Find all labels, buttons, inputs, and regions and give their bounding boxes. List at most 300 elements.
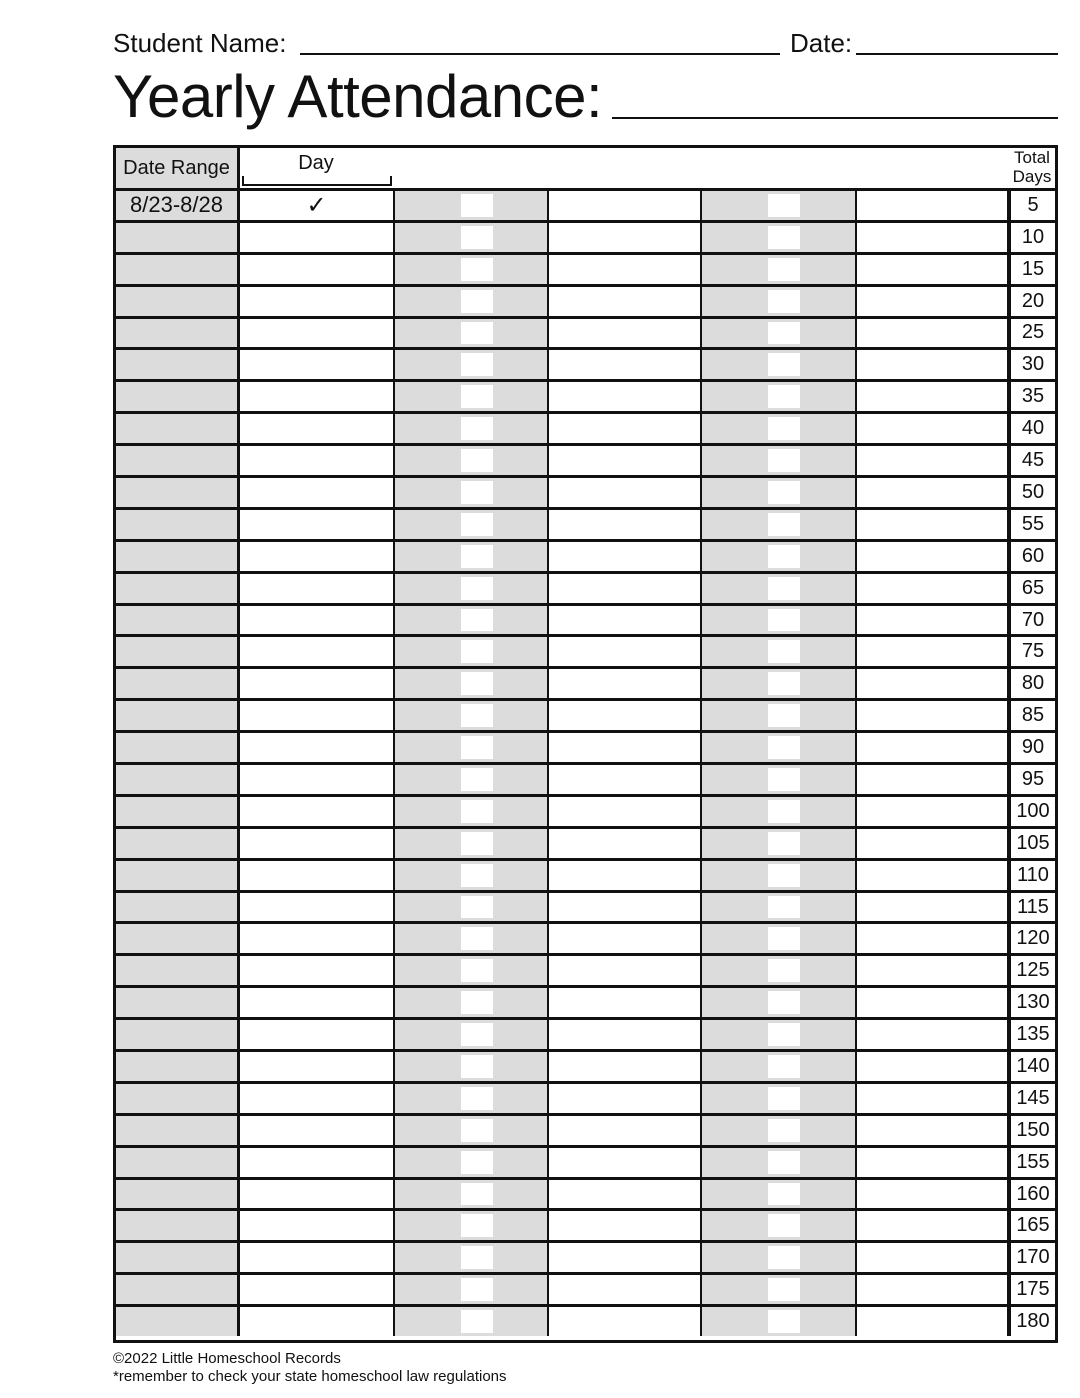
day-cell[interactable] [857,319,1009,348]
day-cell[interactable] [857,1084,1009,1113]
day-cell-shaded[interactable] [702,1020,857,1049]
day-cell-shaded[interactable] [702,988,857,1017]
day-divider-tab [768,704,800,727]
day-cell-shaded[interactable] [702,1243,857,1272]
day-cell-shaded[interactable] [702,924,857,953]
day-divider-tab [768,864,800,887]
day-divider-tab [461,1183,493,1206]
day-cell-shaded[interactable] [702,287,857,316]
table-row [116,1211,1055,1243]
day-cell[interactable] [549,1084,702,1113]
day-cell[interactable] [857,1211,1009,1240]
table-row [116,287,1055,319]
day-divider-tab [768,1246,800,1269]
day-divider-tab [461,1119,493,1142]
day-divider-tab [768,800,800,823]
check-mark-cell[interactable]: ✓ [240,191,395,220]
date-range-cell[interactable] [116,1275,240,1304]
date-range-cell[interactable] [116,223,240,252]
day-cell-shaded[interactable] [395,478,549,507]
day-cell-shaded[interactable] [395,574,549,603]
date-range-cell[interactable] [116,637,240,666]
day-cell-shaded[interactable] [395,829,549,858]
date-range-cell[interactable] [116,255,240,284]
day-cell-shaded[interactable] [702,797,857,826]
day-cell[interactable] [549,255,702,284]
day-cell[interactable] [857,191,1009,220]
total-days-cell: 150 [1009,1116,1055,1145]
date-range-cell[interactable] [116,1148,240,1177]
date-range-cell[interactable] [116,669,240,698]
day-cell-shaded[interactable] [702,319,857,348]
day-cell[interactable] [549,701,702,730]
day-divider-tab [461,1151,493,1174]
day-cell-shaded[interactable] [395,319,549,348]
day-divider-tab [768,832,800,855]
day-cell[interactable] [549,829,702,858]
day-cell[interactable] [549,414,702,443]
total-days-cell: 80 [1009,669,1055,698]
day-cell-shaded[interactable] [395,637,549,666]
day-cell[interactable] [857,223,1009,252]
day-cell-shaded[interactable] [395,1020,549,1049]
day-divider-tab [768,226,800,249]
day-cell[interactable] [857,574,1009,603]
day-cell-shaded[interactable] [702,893,857,922]
date-line[interactable] [856,53,1058,55]
day-cell-shaded[interactable] [395,287,549,316]
total-days-cell: 175 [1009,1275,1055,1304]
day-divider-tab [768,513,800,536]
day-cell-shaded[interactable] [395,861,549,890]
date-range-cell[interactable] [116,1116,240,1145]
table-row [116,1243,1055,1275]
day-cell[interactable] [240,669,395,698]
day-cell-shaded[interactable] [702,1307,857,1336]
day-cell-shaded[interactable] [702,956,857,985]
total-days-cell: 135 [1009,1020,1055,1049]
day-cell-shaded[interactable] [395,191,549,220]
date-range-cell[interactable] [116,733,240,762]
day-cell[interactable] [857,637,1009,666]
copyright: ©2022 Little Homeschool Records [113,1350,341,1367]
total-days-cell: 55 [1009,510,1055,539]
day-cell[interactable] [549,988,702,1017]
day-cell[interactable] [549,1052,702,1081]
day-cell[interactable] [857,956,1009,985]
day-cell[interactable] [549,669,702,698]
day-divider-tab [461,290,493,313]
day-cell[interactable] [549,861,702,890]
day-cell[interactable] [240,1180,395,1209]
total-days-cell: 95 [1009,765,1055,794]
day-cell[interactable] [549,1243,702,1272]
total-days-cell: 40 [1009,414,1055,443]
date-range-cell[interactable] [116,956,240,985]
day-cell-shaded[interactable] [395,1275,549,1304]
date-range-cell[interactable] [116,446,240,475]
day-cell-shaded[interactable] [395,255,549,284]
day-cell[interactable] [240,574,395,603]
page-title: Yearly Attendance: [113,63,603,130]
day-cell-shaded[interactable] [702,1211,857,1240]
day-cell[interactable] [857,414,1009,443]
total-days-cell: 155 [1009,1148,1055,1177]
day-cell[interactable] [857,701,1009,730]
day-cell[interactable] [240,1052,395,1081]
day-divider-tab [768,768,800,791]
day-cell[interactable] [240,1307,395,1336]
day-cell[interactable] [857,1275,1009,1304]
day-cell[interactable] [549,1116,702,1145]
day-cell[interactable] [549,478,702,507]
day-cell[interactable] [857,287,1009,316]
date-range-cell[interactable] [116,287,240,316]
day-cell-shaded[interactable] [702,701,857,730]
day-cell-shaded[interactable] [395,988,549,1017]
day-cell-shaded[interactable] [395,1084,549,1113]
day-cell[interactable] [240,287,395,316]
day-cell[interactable] [857,255,1009,284]
total-days-cell: 15 [1009,255,1055,284]
col-header-total-days [1009,148,1055,188]
date-range-cell[interactable] [116,1180,240,1209]
day-cell-shaded[interactable] [702,765,857,794]
day-cell-shaded[interactable] [395,606,549,635]
day-cell-shaded[interactable] [395,733,549,762]
day-cell[interactable] [549,1211,702,1240]
day-cell[interactable] [240,350,395,379]
day-divider-tab [461,800,493,823]
day-cell-shaded[interactable] [702,1180,857,1209]
date-range-cell[interactable] [116,382,240,411]
day-cell[interactable] [857,669,1009,698]
day-cell[interactable] [240,382,395,411]
day-cell[interactable] [857,510,1009,539]
day-cell[interactable] [240,478,395,507]
day-cell[interactable] [549,574,702,603]
title-line[interactable] [612,117,1058,119]
total-days-cell: 65 [1009,574,1055,603]
day-divider-tab [461,1310,493,1333]
day-cell[interactable] [240,829,395,858]
day-cell-shaded[interactable] [702,510,857,539]
date-range-cell[interactable] [116,574,240,603]
day-cell-shaded[interactable] [702,669,857,698]
day-cell-shaded[interactable] [395,797,549,826]
day-cell[interactable] [857,1052,1009,1081]
day-cell[interactable] [240,1211,395,1240]
day-cell[interactable] [857,606,1009,635]
day-divider-tab [461,385,493,408]
day-cell[interactable] [549,1148,702,1177]
date-range-cell[interactable] [116,861,240,890]
day-cell[interactable] [549,765,702,794]
day-divider-tab [768,577,800,600]
day-cell[interactable] [549,446,702,475]
date-range-cell[interactable] [116,1052,240,1081]
day-cell-shaded[interactable] [702,446,857,475]
day-cell[interactable] [857,924,1009,953]
day-cell[interactable] [240,637,395,666]
date-range-cell[interactable] [116,350,240,379]
day-divider-tab [461,1278,493,1301]
day-cell[interactable] [240,861,395,890]
total-days-cell: 130 [1009,988,1055,1017]
day-cell[interactable] [240,1084,395,1113]
date-range-cell[interactable] [116,1020,240,1049]
day-cell[interactable] [240,956,395,985]
day-cell-shaded[interactable] [702,1116,857,1145]
day-divider-tab [461,927,493,950]
table-row [116,637,1055,669]
day-cell[interactable] [857,1116,1009,1145]
day-cell-shaded[interactable] [702,1148,857,1177]
day-cell-shaded[interactable] [395,350,549,379]
day-cell-shaded[interactable] [702,350,857,379]
day-cell-shaded[interactable] [702,223,857,252]
day-cell[interactable] [240,733,395,762]
day-cell[interactable] [549,223,702,252]
day-cell[interactable] [549,637,702,666]
day-cell[interactable] [240,988,395,1017]
date-range-cell[interactable] [116,606,240,635]
day-cell[interactable] [240,924,395,953]
day-cell-shaded[interactable] [395,223,549,252]
day-cell-shaded[interactable] [702,829,857,858]
day-cell[interactable] [240,797,395,826]
day-divider-tab [461,736,493,759]
date-range-cell[interactable] [116,765,240,794]
table-row [116,956,1055,988]
day-cell[interactable] [857,1020,1009,1049]
day-cell-shaded[interactable] [395,701,549,730]
day-cell-shaded[interactable] [395,542,549,571]
day-cell[interactable] [549,924,702,953]
day-divider-tab [461,449,493,472]
day-cell[interactable] [857,446,1009,475]
day-divider-tab [768,640,800,663]
day-cell[interactable] [549,893,702,922]
day-cell[interactable] [857,350,1009,379]
day-cell[interactable] [857,893,1009,922]
footer-note: *remember to check your state homeschool law regulations [113,1368,507,1385]
day-cell[interactable] [549,1275,702,1304]
day-divider-tab [461,768,493,791]
day-cell-shaded[interactable] [702,1052,857,1081]
day-cell[interactable] [549,319,702,348]
day-cell-shaded[interactable] [702,382,857,411]
day-cell[interactable] [857,1148,1009,1177]
day-cell-shaded[interactable] [702,414,857,443]
day-cell[interactable] [857,542,1009,571]
day-cell[interactable] [549,797,702,826]
attendance-grid [113,145,1058,1343]
day-cell-shaded[interactable] [395,1243,549,1272]
day-cell[interactable] [857,988,1009,1017]
day-cell[interactable] [857,829,1009,858]
day-divider-tab [768,1151,800,1174]
day-cell[interactable] [549,956,702,985]
day-divider-tab [461,1087,493,1110]
day-divider-tab [768,1119,800,1142]
day-cell-shaded[interactable] [395,446,549,475]
day-divider-tab [768,353,800,376]
table-row [116,1180,1055,1212]
day-cell-shaded[interactable] [702,637,857,666]
day-divider-tab [768,449,800,472]
day-cell-shaded[interactable] [702,733,857,762]
day-cell[interactable] [857,861,1009,890]
day-cell[interactable] [549,350,702,379]
day-cell-shaded[interactable] [702,1275,857,1304]
day-cell-shaded[interactable] [395,382,549,411]
total-days-cell: 90 [1009,733,1055,762]
day-cell-shaded[interactable] [395,1307,549,1336]
day-cell-shaded[interactable] [395,510,549,539]
day-cell[interactable] [240,319,395,348]
day-cell[interactable] [857,1307,1009,1336]
total-days-cell: 140 [1009,1052,1055,1081]
date-range-cell[interactable] [116,797,240,826]
day-cell[interactable] [549,382,702,411]
date-range-cell[interactable] [116,414,240,443]
table-row [116,669,1055,701]
day-cell-shaded[interactable] [395,1148,549,1177]
day-cell-shaded[interactable] [702,861,857,890]
day-divider-tab [461,864,493,887]
day-cell[interactable] [857,765,1009,794]
day-cell[interactable] [549,191,702,220]
day-cell[interactable] [549,542,702,571]
table-row [116,414,1055,446]
day-divider-tab [768,1087,800,1110]
table-row [116,765,1055,797]
day-cell[interactable] [240,223,395,252]
day-cell[interactable] [240,893,395,922]
day-divider-tab [768,736,800,759]
day-cell-shaded[interactable] [395,893,549,922]
day-cell[interactable] [549,733,702,762]
day-divider-tab [768,322,800,345]
day-divider-tab [461,481,493,504]
date-range-cell[interactable] [116,1084,240,1113]
day-cell-shaded[interactable] [702,191,857,220]
day-cell[interactable] [240,765,395,794]
day-cell-shaded[interactable] [702,1084,857,1113]
day-cell-shaded[interactable] [702,574,857,603]
day-cell[interactable] [240,542,395,571]
day-divider-tab [461,672,493,695]
col-header-date-range: Date Range [116,148,240,188]
day-cell[interactable] [549,1180,702,1209]
day-cell[interactable] [240,255,395,284]
day-cell[interactable] [857,733,1009,762]
day-cell[interactable] [857,382,1009,411]
day-cell-shaded[interactable] [702,606,857,635]
date-range-cell[interactable] [116,829,240,858]
total-days-cell: 30 [1009,350,1055,379]
day-cell[interactable] [240,510,395,539]
day-cell[interactable] [240,1116,395,1145]
table-row [116,924,1055,956]
day-cell[interactable] [549,287,702,316]
date-range-cell[interactable] [116,1211,240,1240]
total-days-cell: 100 [1009,797,1055,826]
day-divider-tab [461,577,493,600]
date-range-cell[interactable] [116,478,240,507]
day-cell[interactable] [240,1148,395,1177]
table-row [116,542,1055,574]
day-cell-shaded[interactable] [395,1116,549,1145]
day-cell-shaded[interactable] [395,1180,549,1209]
date-range-cell[interactable] [116,510,240,539]
date-range-cell[interactable] [116,988,240,1017]
total-days-cell: 70 [1009,606,1055,635]
day-cell[interactable] [857,797,1009,826]
day-divider-tab [768,481,800,504]
day-cell-shaded[interactable] [395,956,549,985]
day-divider-tab [461,194,493,217]
total-days-cell: 25 [1009,319,1055,348]
day-cell[interactable] [240,414,395,443]
date-range-cell[interactable] [116,701,240,730]
table-row [116,829,1055,861]
day-cell-shaded[interactable] [395,924,549,953]
date-range-cell[interactable] [116,924,240,953]
day-cell[interactable] [549,510,702,539]
day-cell[interactable] [240,701,395,730]
day-cell[interactable] [857,1243,1009,1272]
day-cell[interactable] [240,1275,395,1304]
table-row [116,893,1055,925]
table-row [116,1020,1055,1052]
day-cell-shaded[interactable] [702,478,857,507]
day-cell[interactable] [240,1243,395,1272]
total-days-cell: 120 [1009,924,1055,953]
day-cell-shaded[interactable] [395,1052,549,1081]
total-days-cell: 85 [1009,701,1055,730]
day-cell-shaded[interactable] [702,542,857,571]
student-name-line[interactable] [300,53,780,55]
date-range-cell[interactable] [116,319,240,348]
date-range-cell[interactable] [116,893,240,922]
day-cell[interactable] [549,606,702,635]
date-range-cell[interactable] [116,542,240,571]
date-range-cell[interactable]: 8/23-8/28 [116,191,240,220]
col-header-day [240,148,392,188]
date-range-cell[interactable] [116,1243,240,1272]
table-row [116,1052,1055,1084]
total-days-cell: 35 [1009,382,1055,411]
day-cell[interactable] [240,606,395,635]
day-cell-shaded[interactable] [702,255,857,284]
day-cell-shaded[interactable] [395,765,549,794]
date-range-cell[interactable] [116,1307,240,1336]
day-cell[interactable] [240,446,395,475]
day-cell[interactable] [549,1020,702,1049]
day-cell-shaded[interactable] [395,1211,549,1240]
day-cell[interactable] [240,1020,395,1049]
day-divider-tab [461,258,493,281]
day-cell[interactable] [857,1180,1009,1209]
day-divider-tab [768,417,800,440]
day-cell-shaded[interactable] [395,669,549,698]
table-row [116,255,1055,287]
day-cell[interactable] [857,478,1009,507]
day-cell-shaded[interactable] [395,414,549,443]
day-cell[interactable] [549,1307,702,1336]
